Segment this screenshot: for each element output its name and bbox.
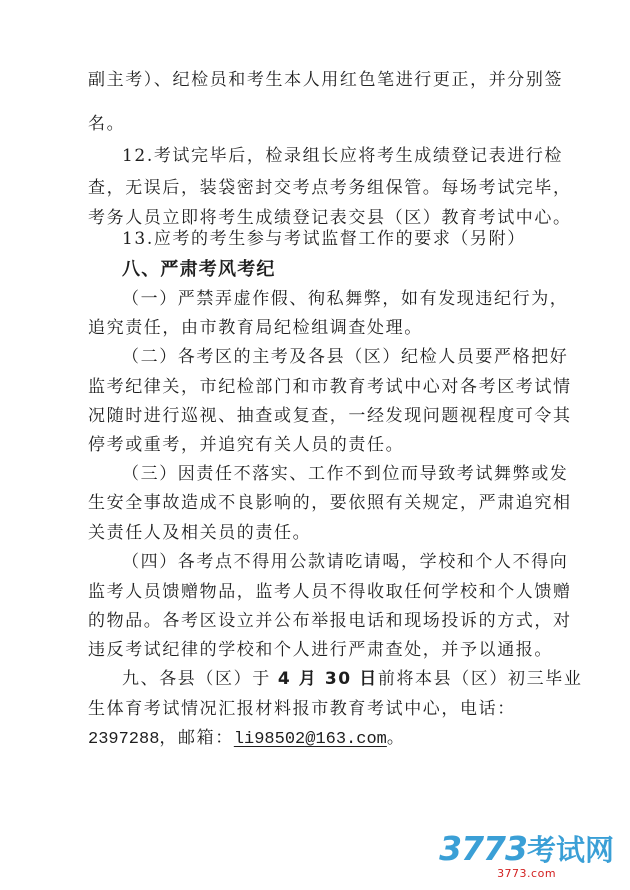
closing-period: 。 — [386, 728, 406, 748]
text-line-20: 违反考试纪律的学校和个人进行严肃查处，并予以通报。 — [88, 640, 553, 660]
text-line-9: 追究责任，由市教育局纪检组调查处理。 — [88, 318, 423, 338]
text-line-14: （三）因责任不落实、工作不到位而导致考试舞弊或发 — [122, 464, 569, 484]
closing-line-1 — [122, 668, 582, 690]
text-line-10: （二）各考区的主考及各县（区）纪检人员要严格把好 — [122, 347, 569, 367]
text-line-16: 关责任人及相关员的责任。 — [88, 523, 312, 543]
text-line-18: 监考人员馈赠物品，监考人员不得收取任何学校和个人馈赠 — [88, 582, 572, 602]
watermark-logo — [439, 829, 614, 868]
text-line-6: 13.应考的考生参与考试监督工作的要求（另附） — [122, 229, 526, 249]
closing-line-3 — [88, 727, 405, 751]
email-label: ，邮箱： — [159, 728, 234, 748]
deadline-date: 4 月 30 日 — [277, 669, 378, 689]
phone-number: 2397288 — [88, 730, 160, 749]
text-line-5: 考务人员立即将考生成绩登记表交县（区）教育考试中心。 — [88, 208, 572, 228]
text-line-17: （四）各考点不得用公款请吃请喝，学校和个人不得向 — [122, 552, 569, 572]
closing-line-2: 生体育考试情况汇报材料报市教育考试中心，电话： — [88, 699, 516, 719]
text-line-13: 停考或重考，并追究有关人员的责任。 — [88, 435, 405, 455]
text-line-2: 名。 — [88, 114, 126, 134]
closing-text-1: 九、各县（区）于 — [122, 669, 278, 689]
section-heading-eight: 八、严肃考风考纪 — [122, 259, 276, 280]
text-line-4: 查，无误后，装袋密封交考点考务组保管。每场考试完毕， — [88, 178, 572, 198]
text-line-3: 12.考试完毕后，检录组长应将考生成绩登记表进行检 — [122, 146, 564, 166]
text-line-1: 副主考）、纪检员和考生本人用红色笔进行更正，并分别签 — [88, 70, 564, 90]
text-line-19: 的物品。各考区设立并公布举报电话和现场投诉的方式，对 — [88, 611, 572, 631]
text-line-8: （一）严禁弄虚作假、徇私舞弊，如有发现违纪行为， — [122, 289, 569, 309]
text-line-12: 况随时进行巡视、抽查或复查，一经发现问题视程度可令其 — [88, 406, 572, 426]
text-line-15: 生安全事故造成不良影响的，要依照有关规定，严肃追究相 — [88, 493, 572, 513]
closing-text-2: 前将本县（区）初三毕业 — [377, 669, 583, 689]
site-watermark — [439, 829, 614, 880]
email-link[interactable]: li98502@163.com — [233, 730, 387, 749]
watermark-logo-digits: 3773 — [439, 829, 527, 868]
watermark-logo-text: 考试网 — [526, 833, 614, 867]
watermark-url: 3773.com — [497, 867, 557, 880]
text-line-11: 监考纪律关，市纪检部门和市教育考试中心对各考区考试情 — [88, 377, 572, 397]
